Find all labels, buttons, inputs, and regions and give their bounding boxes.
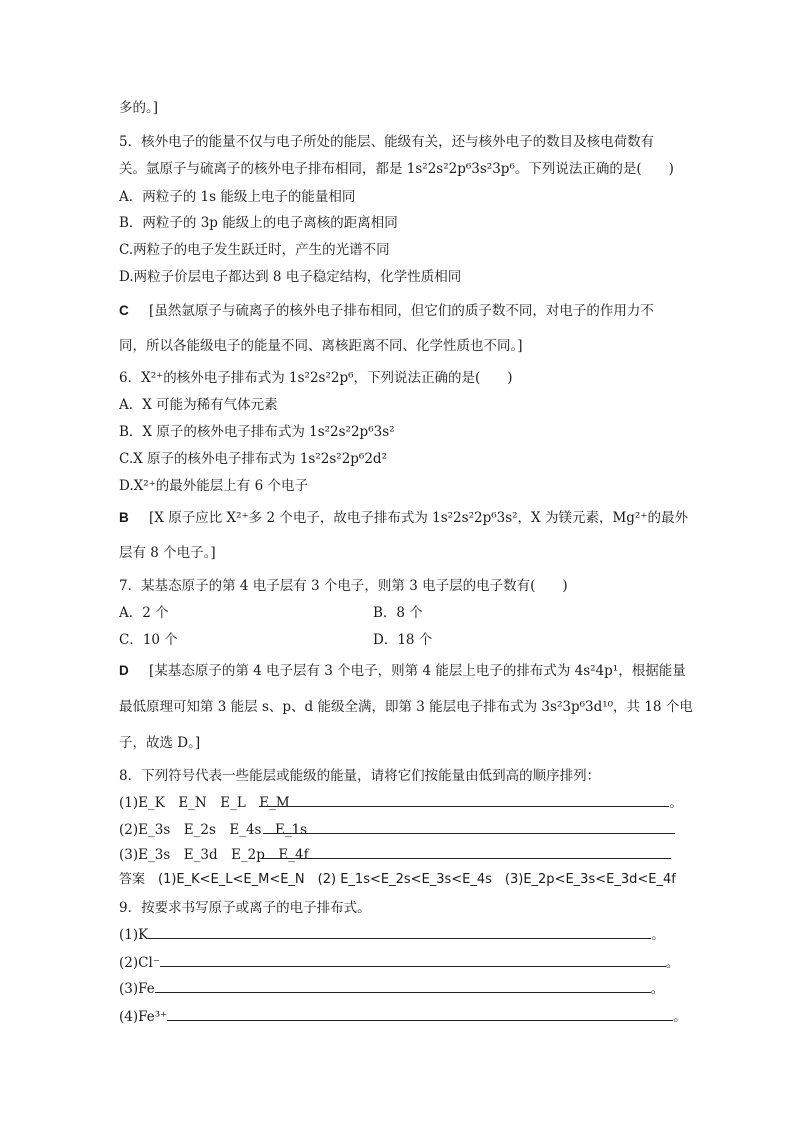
answer-blank[interactable] [148,926,651,939]
answer-blank[interactable] [261,846,671,859]
prompt: (1)K [119,927,149,943]
answer-blank[interactable] [167,1008,673,1021]
question-5-stem: 5．核外电子的能量不仅与电子所处的能层、能级有关，还与核外电子的数目及核电荷数有 [119,134,655,150]
question-5-stem: 关。氩原子与硫离子的核外电子排布相同，都是 1s²2s²2p⁶3s²3p⁶。下列说法正确的是( ) [119,161,674,177]
explanation: [某基态原子的第 4 电子层有 3 个电子，则第 4 能层上电子的排布式为 4s²4p¹，根据能量 [149,663,686,679]
answer-key: D [119,663,129,678]
option-a: A．2 个 [119,605,169,621]
question-9-part-4 [119,1008,687,1026]
prompt: (3)Fe [119,981,155,997]
text-line: 多的。] [119,100,159,116]
explanation: 最低原理可知第 3 能层 s、p、d 能级全满，即第 3 能层电子排布式为 3s²3p⁶3d¹⁰，共 18 个电 [119,699,693,715]
question-8-part-1 [119,794,683,812]
option-b: B．两粒子的 3p 能级上的电子离核的距离相同 [119,215,398,231]
question-9-part-3 [119,980,664,998]
answer-key: C [119,303,129,318]
answer-key: B [119,510,129,525]
question-9-part-1 [119,926,665,944]
answer-5 [119,302,654,320]
punctuation: 。 [651,927,665,943]
answer-8: 答案 (1)E_K<E_L<E_M<E_N (2) E_1s<E_2s<E_3s<E_4s (3)E_2p<E_3s<E_3d<E_4f [119,872,676,887]
prompt: (2)Cl⁻ [119,955,160,971]
option-c: C.X 原子的核外电子排布式为 1s²2s²2p⁶2d² [119,451,387,467]
answer-6 [119,509,688,527]
option-d: D.X²⁺的最外能层上有 6 个电子 [119,478,308,494]
answer-7 [119,662,686,680]
option-a: A．X 可能为稀有气体元素 [119,397,278,413]
punctuation: 。 [665,955,680,971]
question-8-part-2 [119,821,675,839]
explanation: [X 原子应比 X²⁺多 2 个电子，故电子排布式为 1s²2s²2p⁶3s²，X 为镁元素，Mg²⁺的最外 [149,510,688,526]
question-7-stem: 7．某基态原子的第 4 电子层有 3 个电子，则第 3 电子层的电子数有( ) [119,578,568,594]
explanation: 同，所以各能级电子的能量不同、离核距离不同、化学性质也不同。] [119,338,523,354]
answer-blank[interactable] [160,954,666,967]
option-a: A．两粒子的 1s 能级上电子的能量相同 [119,189,356,205]
answer-blank[interactable] [259,794,669,807]
prompt: (1)E_K E_N E_L E_M [119,795,290,811]
punctuation: 。 [673,1009,687,1025]
punctuation: 。 [650,981,665,997]
explanation: 层有 8 个电子。] [119,545,216,561]
question-8-part-3 [119,846,671,864]
option-b: B．X 原子的核外电子排布式为 1s²2s²2p⁶3s² [119,424,395,440]
explanation: [虽然氩原子与硫离子的核外电子排布相同，但它们的质子数不同，对电子的作用力不 [149,303,654,319]
question-8-stem: 8．下列符号代表一些能层或能级的能量，请将它们按能量由低到高的顺序排列： [119,768,601,784]
answer-blank[interactable] [155,980,651,993]
option-d: D.两粒子价层电子都达到 8 电子稳定结构，化学性质相同 [119,269,462,285]
option-c: C．10 个 [119,632,178,648]
answer-blank[interactable] [263,821,675,834]
punctuation: 。 [669,795,683,811]
option-d: D．18 个 [373,632,433,648]
explanation: 子，故选 D。] [119,735,201,751]
question-9-stem: 9．按要求书写原子或离子的电子排布式。 [119,900,371,916]
question-6-stem: 6．X²⁺的核外电子排布式为 1s²2s²2p⁶，下列说法正确的是( ) [119,370,513,386]
option-c: C.两粒子的电子发生跃迁时，产生的光谱不同 [119,242,390,258]
prompt: (4)Fe³⁺ [119,1009,168,1025]
question-9-part-2 [119,954,679,972]
prompt: (3)E_3s E_3d E_2p E_4f [119,847,309,863]
prompt: (2)E_3s E_2s E_4s E_1s [119,822,308,838]
option-b: B．8 个 [373,605,423,621]
